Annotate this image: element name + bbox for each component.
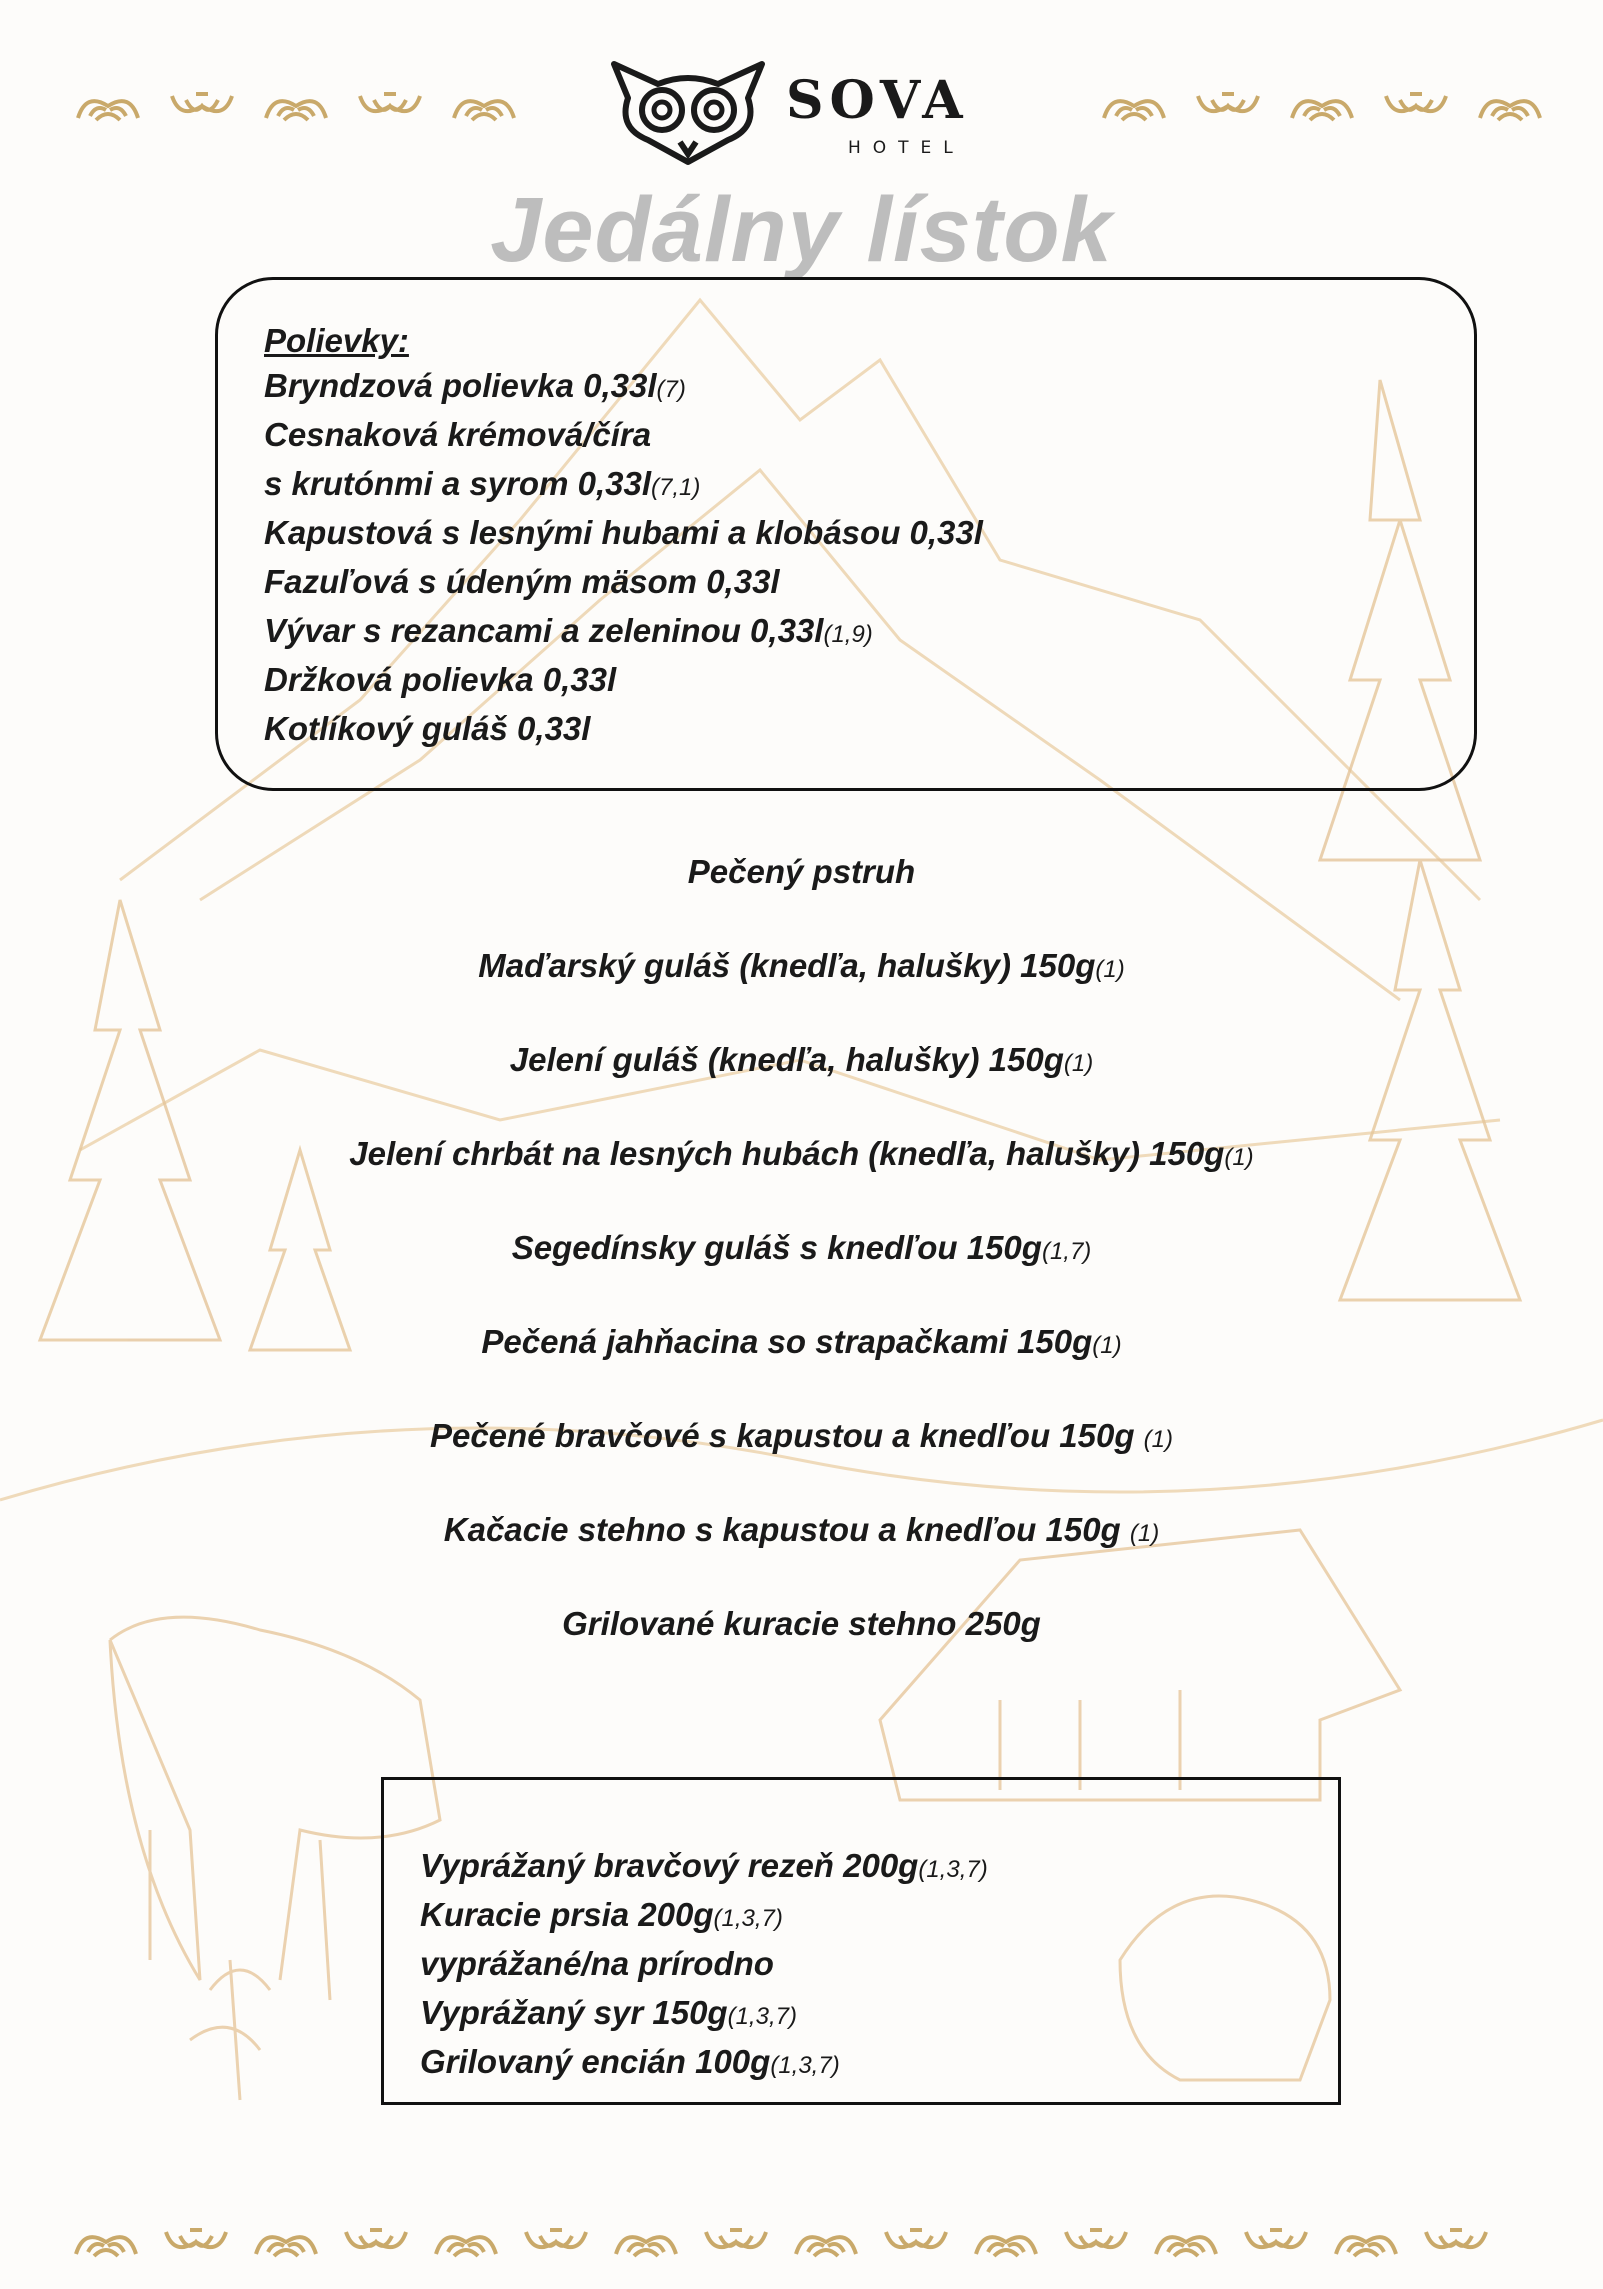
swirl-ornament-icon bbox=[354, 86, 426, 126]
menu-item: vyprážané/na prírodno bbox=[420, 1945, 774, 1982]
swirl-ornament-icon bbox=[160, 2222, 232, 2262]
hotel-logo bbox=[608, 58, 1028, 168]
menu-item: Pečená jahňacina so strapačkami 150g(1) bbox=[481, 1323, 1122, 1360]
swirl-ornament-icon bbox=[610, 2222, 682, 2262]
brand-sub: HOTEL bbox=[848, 138, 965, 158]
menu-item: Segedínsky guláš s knedľou 150g(1,7) bbox=[511, 1229, 1092, 1266]
swirl-ornament-icon bbox=[260, 86, 332, 126]
ornament-row-top-left bbox=[72, 86, 520, 126]
swirl-ornament-icon bbox=[880, 2222, 952, 2262]
page-title: Jedálny lístok bbox=[490, 179, 1113, 281]
swirl-ornament-icon bbox=[1098, 86, 1170, 126]
menu-item: Cesnaková krémová/číra bbox=[264, 416, 652, 453]
swirl-ornament-icon bbox=[1330, 2222, 1402, 2262]
menu-item: Maďarský guláš (knedľa, halušky) 150g(1) bbox=[478, 947, 1125, 984]
menu-item: Pečené bravčové s kapustou a knedľou 150g (1) bbox=[429, 1417, 1174, 1454]
menu-item: Kačacie stehno s kapustou a knedľou 150g (1) bbox=[443, 1511, 1160, 1548]
menu-item: Kapustová s lesnými hubami a klobásou 0,33l bbox=[264, 514, 983, 551]
menu-item: Jelení chrbát na lesných hubách (knedľa, halušky) 150g(1) bbox=[349, 1135, 1254, 1172]
owl-logo-icon bbox=[608, 58, 768, 168]
menu-item: s krutónmi a syrom 0,33l(7,1) bbox=[264, 465, 701, 502]
fried-dishes-section bbox=[420, 1843, 988, 2088]
swirl-ornament-icon bbox=[1420, 2222, 1492, 2262]
swirl-ornament-icon bbox=[1150, 2222, 1222, 2262]
menu-item: Držková polievka 0,33l bbox=[264, 661, 617, 698]
main-dishes-section bbox=[0, 850, 1603, 1696]
menu-item: Fazuľová s údeným mäsom 0,33l bbox=[264, 563, 780, 600]
soup-heading: Polievky: bbox=[264, 322, 409, 359]
menu-item: Kotlíkový guláš 0,33l bbox=[264, 710, 591, 747]
swirl-ornament-icon bbox=[448, 86, 520, 126]
ornament-row-top-right bbox=[1098, 86, 1546, 126]
swirl-ornament-icon bbox=[72, 86, 144, 126]
swirl-ornament-icon bbox=[790, 2222, 862, 2262]
soup-section bbox=[264, 318, 983, 755]
swirl-ornament-icon bbox=[166, 86, 238, 126]
swirl-ornament-icon bbox=[970, 2222, 1042, 2262]
menu-item: Pečený pstruh bbox=[687, 853, 916, 890]
swirl-ornament-icon bbox=[1192, 86, 1264, 126]
swirl-ornament-icon bbox=[520, 2222, 592, 2262]
menu-item: Grilovaný encián 100g(1,3,7) bbox=[420, 2043, 840, 2080]
menu-item: Kuracie prsia 200g(1,3,7) bbox=[420, 1896, 783, 1933]
menu-item: Grilované kuracie stehno 250g bbox=[562, 1605, 1041, 1642]
menu-item: Vývar s rezancami a zeleninou 0,33l(1,9) bbox=[264, 612, 873, 649]
swirl-ornament-icon bbox=[700, 2222, 772, 2262]
menu-item: Vyprážaný bravčový rezeň 200g(1,3,7) bbox=[420, 1847, 988, 1884]
swirl-ornament-icon bbox=[250, 2222, 322, 2262]
menu-item: Vyprážaný syr 150g(1,3,7) bbox=[420, 1994, 797, 2031]
swirl-ornament-icon bbox=[1286, 86, 1358, 126]
swirl-ornament-icon bbox=[430, 2222, 502, 2262]
swirl-ornament-icon bbox=[1380, 86, 1452, 126]
swirl-ornament-icon bbox=[340, 2222, 412, 2262]
swirl-ornament-icon bbox=[70, 2222, 142, 2262]
brand-name: SOVA bbox=[786, 70, 969, 131]
swirl-ornament-icon bbox=[1240, 2222, 1312, 2262]
menu-item: Bryndzová polievka 0,33l(7) bbox=[264, 367, 686, 404]
ornament-row-bottom bbox=[70, 2222, 1492, 2262]
swirl-ornament-icon bbox=[1474, 86, 1546, 126]
swirl-ornament-icon bbox=[1060, 2222, 1132, 2262]
menu-item: Jelení guláš (knedľa, halušky) 150g(1) bbox=[509, 1041, 1094, 1078]
